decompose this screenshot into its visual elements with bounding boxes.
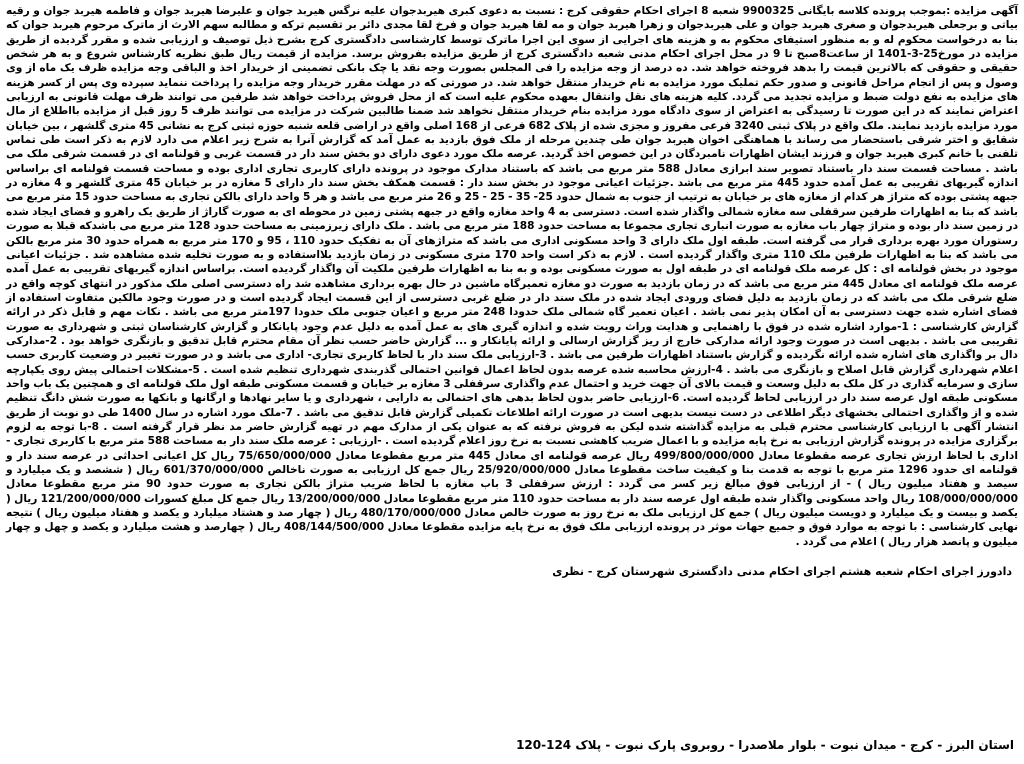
signature-line: دادورز اجرای احکام شعبه هشتم اجرای احکام مدنی دادگستری شهرستان کرج - نظری xyxy=(552,565,1012,579)
footer-address: استان البرز - کرج - میدان نبوت - بلوار ملاصدرا - روبروی پارک نبوت - پلاک 124-120 xyxy=(516,738,1014,752)
auction-notice-text: آگهی مزایده :بموجب پرونده کلاسه بایگانی 9900325 شعبه 8 اجرای احکام حقوقی کرج : نسبت به دعوی کبری هیربدجوان علیه نرگس هیربد جوان و علیرضا هیربد جوان و فاطمه هیربد جوان و رقیه بیاتی و برجعلی هیربدجوان و صغری هیربد جوان و علی هیربدجوان و زهرا هیربد جوان و مه لقا هیربد جوان و فرخ لقا مجدی دائر بر تقسیم ترکه و مطالبه سهم الارث از ماترک مرحوم هیربد جوان که بنا به درخواست محکوم له و به منظور استیفای محکوم به و هزینه های اجرایی از سوی این اجرا ماترک توسط کارشناسی دادگستری کرج بشرح ذیل توصیف و ارزیابی شده و مقرر گردیده از طریق مزایده در مورخ25-3-1401 از ساعت8صبح تا 9 در محل اجرای احکام مدنی شعبه دادگستری کرج از طریق مزایده بفروش برسد. مزایده از قیمت ریال طبق نظریه کارشناس شروع و به هر شخص حقیقی و حقوقی که بالاترین قیمت را بدهد فروخته خواهد شد. ده درصد از وجه مزایده را فی المجلس بصورت وجه نقد یا چک بانکی تضمینی از خریدار اخذ و الباقی وجه مزایده ظرف یک ماه از وی وصول و پس از انجام مراحل قانونی و صدور حکم تملیک مورد مزایده به نام خریدار منتقل خواهد شد. در صورتی که در مهلت مقرر خریدار وجه مزایده را پرداخت ننماید سپرده وی پس از کسر هزینه های مزایده به نفع دولت ضبط و مزایده تجدید می گردد. کلیه هزینه های نقل وانتقال بعهده محکوم علیه است که از محل فروش پرداخت خواهد شد طرفین می توانند ظرف مهلت قانونی به ارزیابی اعتراض نمایند که در این صورت تا رسیدگی به اعتراض از سوی دادگاه مورد مزایده بنام خریدار منتقل نخواهد شد ضمنا طالبین شرکت در مزایده می توانند ظرف 5 روز قبل از مزایده بااطلاع از مال مورد مزایده بازدید نمایند. ملک واقع در پلاک ثبتی 3240 فرعی مفروز و مجزی شده از پلاک 682 فرعی از 168 اصلی واقع در اراضی قلعه شنبه حوزه ثبتی کرج به نشانی 45 متری گلشهر ، بین خیابان شقایق و اختر شرقی باستحضار می رساند با هماهنگی اخوان هیربد جوان طی چندین مرحله از ملک فوق بازدید به عمل آمد که گزارش آنرا به شرح زیر اعلام می دارد لازم به ذکر است طی تماس تلفنی با خانم کبری هیربد جوان و فرزند ایشان اظهارات نامبردگان در این خصوص اخذ گردید. عرصه ملک مورد دعوی دارای دو بخش سند دار در قسمت غربی و قولنامه ای در قسمت شرقی ملک می باشد . مساحت قسمت سند دار باستناد تصویر سند ابرازی معادل 588 متر مربع می باشد که باستناد مدارک موجود در پرونده دارای کاربری تجاری اداری بوده و مساحت قسمت قولنامه ای براساس اندازه گیریهای تقریبی به عمل آمده حدود 445 متر مربع می باشد .جزئیات اعیانی موجود در بخش سند دار : قسمت همکف بخش سند دار دارای 5 مغازه در بر خیابان 45 متری گلشهر و 4 مغازه در جبهه پشتی بوده که متراژ هر کدام از مغازه های بر خیابان به ترتیب از جنوب به شمال حدود 25- 35 - 25 - 25 و 26 متر مربع می باشد و هر 5 واحد دارای بالکن تجاری به مساحت حدود 15 متر مربع می باشد که بنا به اظهارات طرفین سرقفلی سه مغازه شمالی واگذار شده است. دسترسی به 4 واحد مغازه واقع در جبهه پشتی زمین در محوطه ای به صورت گاراژ از طریق یک راهرو و فضای ایجاد شده در زمین سند دار بوده و متراژ چهار باب مغازه به صورت انباری تجاری مجموعا به مساحت حدود 188 متر مربع می باشد . ملک دارای زیرزمینی به مساحت حدود 128 متر مربع می باشدکه قبلا به صورت رستوران مورد بهره برداری قرار می گرفته است. طبقه اول ملک دارای 3 واحد مسکونی اداری می باشد که متراژهای آن به تفکیک حدود 110 ، 95 و 170 متر مربع به همراه حدود 30 متر مربع بالکن می باشد که بنا به اظهارات طرفین ملک 110 متری واگذار گردیده است . لازم به ذکر است واحد 170 متری مسکونی در زمان بازدید بلااستفاده و به صورت تخلیه شده مشاهده شد . جزئیات اعیانی موجود در بخش قولنامه ای : کل عرصه ملک قولنامه ای در طبقه اول به صورت مسکونی بوده و به بنا به اظهارات طرفین ملکیت آن واگذار گردیده است. براساس اندازه گیریهای تقریبی به عمل آمده عرصه ملک قولنامه ای معادل 445 متر مربع می باشد که در زمان بازدید به صورت دو مغازه تعمیرگاه ماشین در حال بهره برداری مشاهده شد راه دسترسی اصلی ملک مذکور در انتهای کوچه واقع در ضلع شرقی ملک می باشد که در زمان بازدید به دلیل فضای ورودی ایجاد شده در ملک سند دار در ضلع غربی دسترسی از این قسمت ایجاد گردیده است و در صورت وجود مالکین متفاوت استفاده از فضای اشاره شده جهت دسترسی به آن امکان پذیر نمی باشد . اعیان تعمیر گاه شمالی ملک حدودا 248 متر مربع و اعیان جنوبی ملک حدودا 197متر مربع می باشد . نکات مهم و قابل ذکر در ارائه گزارش کارشناسی : 1-موارد اشاره شده در فوق با راهنمایی و هدایت وراث رویت شده و اندازه گیری های به عمل آمده به دلیل عدم وجود پایانکار و گزارش کارشناسان ثبتی و شهرداری به صورت تقریبی می باشد . بدیهی است در صورت وجود ارائه مدارکی خارج از ریز گزارش ارسالی و ارائه پایانکار و ... گزارش حاضر حسب نظر آن مقام محترم قابل تدقیق و بازنگری خواهد بود . 2-مدارکی دال بر واگذاری های اشاره شده ارائه نگردیده و گزارش باستناد اظهارات طرفین می باشد . 3-ارزیابی ملک سند دار با لحاظ کاربری تجاری- اداری می باشد و در صورت تغییر در وضعیت کاربری حسب اعلام شهرداری گزارش قابل اصلاح و بازنگری می باشد . 4-ارزش محاسبه شده عرصه بدون لحاظ اعمال قوانین احتمالی گذربندی شهرداری تنظیم شده است . 5-مشکلات احتمالی پیش روی یکپارچه سازی و سرمایه گذاری در کل ملک به دلیل وسعت و قیمت بالای آن جهت خرید و احتمال عدم واگذاری سرقفلی 3 مغازه بر خیابان و قسمت مسکونی طبقه اول ملک قولنامه ای و همچنین یک باب واحد مسکونی طبقه اول عرصه سند دار در ارزیابی لحاظ گردیده است. 6-ارزیابی حاضر بدون لحاظ بدهی های احتمالی به دارایی ، شهرداری و یا سایر نهادها و ارگانها و بانکها به صورت شش دانگ تنظیم شده و از واگذاری احتمالی بخشهای دیگر اطلاعی در دست نیست بدیهی است در صورت ارائه اطلاعات تکمیلی گزارش قابل تدقیق می باشد . 7-ملک مورد اشاره در سال 1400 طی دو نوبت از طریق انتشار آگهی با ارزیابی کارشناسی محترم قبلی به مزایده گذاشته شده لیکن به فروش نرفته که به عنوان یکی از مدارک مهم در تهیه گزارش حاضر مد نظر قرار گرفته است . 8-با توجه به لزوم برگزاری مزایده در پرونده گزارش ارزیابی به نرخ پایه مزایده و با اعمال ضریب کاهشی نسبت به نرخ روز اعلام گردیده است . -ارزیابی : عرصه ملک سند دار به مساحت 588 متر مربع با کاربری تجاری - اداری با لحاظ ارزش تجاری عرصه مقطوعا معادل 499/800/000/000 ریال عرصه قولنامه ای معادل 445 متر مربع مقطوعا معادل 75/650/000/000 ریال کل اعیانی احداثی در عرصه سند دار و قولنامه ای حدود 1296 متر مربع با توجه به قدمت بنا و کیفیت ساخت مقطوعا معادل 25/920/000/000 ریال جمع کل ارزیابی به صورت ناخالص 601/370/000/000 ریال ( ششصد و یک میلیارد و سیصد و هفتاد میلیون ریال ) - از ارزیابی فوق مبالغ زیر کسر می گردد : ارزش سرقفلی 3 باب مغازه با لحاظ ضریب متراژ بالکن تجاری به صورت حدود 90 متر مربع مقطوعا معادل 108/000/000/000 ریال واحد مسکونی واگذار شده طبقه اول عرصه سند دار به مساحت حدود 110 متر مربع مقطوعا معادل 13/200/000/000 ریال جمع کل مبلغ کسورات 121/200/000/000 ریال ( یکصد و بیست و یک میلیارد و دویست میلیون ریال ) جمع کل ارزیابی ملک به نرخ روز به صورت خالص معادل 480/170/000/000 ریال ( چهار صد و هشتاد میلیارد و یکصد و هفتاد میلیون ریال ) نتیجه نهایی کارشناسی : با توجه به موارد فوق و جمیع جهات موثر در پرونده ارزیابی ملک فوق به نرخ پایه مزایده مقطوعا معادل 408/144/500/000 ریال ( چهارصد و هشت میلیارد و یکصد و چهل و چهار میلیون و پانصد هزار ریال ) اعلام می گردد . xyxy=(6,5,1019,548)
